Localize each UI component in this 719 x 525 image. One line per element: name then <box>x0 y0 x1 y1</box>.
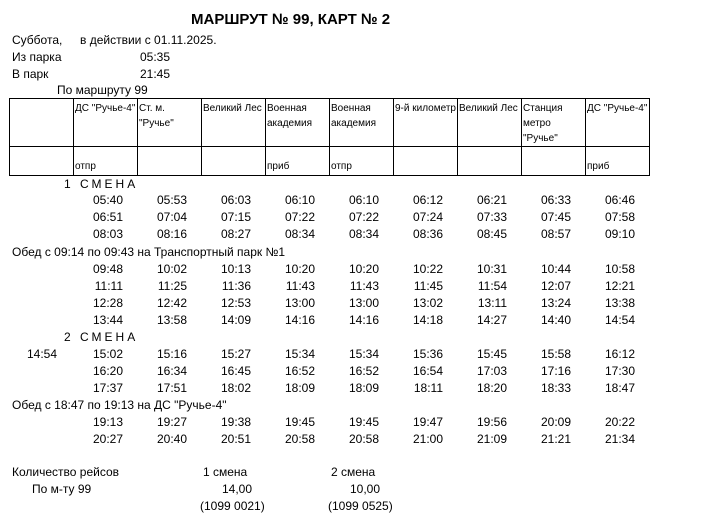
time-cell: 05:53 <box>156 193 187 207</box>
time-cell: 13:00 <box>348 296 379 310</box>
time-cell: 18:47 <box>604 381 635 395</box>
timetable-row <box>0 347 719 364</box>
stop-mark <box>138 147 202 176</box>
depart-time: 05:35 <box>140 50 171 64</box>
stop-mark <box>202 147 266 176</box>
time-cell: 11:36 <box>221 279 251 293</box>
time-cell: 11:43 <box>285 279 315 293</box>
time-cell: 11:11 <box>94 279 123 293</box>
return-label: В парк <box>12 67 49 81</box>
time-cell: 20:58 <box>348 432 379 446</box>
stop-name: Великий Лес <box>458 99 522 147</box>
time-cell: 19:27 <box>156 415 187 429</box>
time-cell: 18:11 <box>413 381 443 395</box>
time-cell: 16:20 <box>92 364 123 378</box>
time-cell: 16:52 <box>348 364 379 378</box>
timetable-row <box>0 364 719 381</box>
time-cell: 08:03 <box>92 227 123 241</box>
time-cell: 21:00 <box>412 432 443 446</box>
time-cell: 13:38 <box>604 296 635 310</box>
day-label: Суббота, <box>12 33 63 47</box>
time-cell: 09:10 <box>604 227 635 241</box>
time-cell: 16:34 <box>156 364 187 378</box>
header-empty-cell <box>10 99 74 147</box>
shift1-header: 1 смена <box>203 465 248 479</box>
stop-name: Станция метро "Ручье" <box>522 99 586 147</box>
time-cell: 20:40 <box>156 432 187 446</box>
time-cell: 12:07 <box>540 279 571 293</box>
stop-name: ДС "Ручье-4" <box>586 99 650 147</box>
time-cell: 08:16 <box>156 227 187 241</box>
time-cell: 12:21 <box>604 279 635 293</box>
shift2-block-b <box>0 415 719 449</box>
time-cell: 06:51 <box>92 210 123 224</box>
stop-name: Ст. м. "Ручье" <box>138 99 202 147</box>
time-cell: 11:25 <box>157 279 187 293</box>
timetable-row <box>0 193 719 210</box>
time-cell: 06:03 <box>220 193 251 207</box>
shift1-code: (1099 0021) <box>200 499 265 513</box>
time-cell: 18:20 <box>476 381 507 395</box>
time-cell: 07:24 <box>412 210 443 224</box>
stop-mark: приб <box>586 147 650 176</box>
time-cell: 16:45 <box>220 364 251 378</box>
timetable-row <box>0 415 719 432</box>
time-cell: 08:36 <box>412 227 443 241</box>
time-cell: 06:12 <box>412 193 443 207</box>
time-cell: 15:34 <box>348 347 379 361</box>
time-cell: 19:38 <box>220 415 251 429</box>
shift2-label: 2 СМЕНА <box>64 330 139 344</box>
time-cell: 08:45 <box>476 227 507 241</box>
time-cell: 11:43 <box>349 279 379 293</box>
lunch2-note: Обед с 18:47 по 19:13 на ДС "Ручье-4" <box>12 398 227 412</box>
time-cell: 21:34 <box>604 432 635 446</box>
time-cell: 19:45 <box>348 415 379 429</box>
time-cell: 07:04 <box>156 210 187 224</box>
time-cell: 12:42 <box>156 296 187 310</box>
time-cell: 13:02 <box>412 296 443 310</box>
time-cell: 15:16 <box>156 347 187 361</box>
route-label: По маршруту 99 <box>57 83 148 97</box>
shift2-trips: 10,00 <box>349 482 380 496</box>
time-cell: 18:33 <box>540 381 571 395</box>
time-cell: 07:15 <box>220 210 251 224</box>
stop-name: 9-й километр <box>394 99 458 147</box>
time-cell: 14:54 <box>604 313 635 327</box>
time-cell: 08:34 <box>348 227 379 241</box>
time-cell: 17:51 <box>156 381 187 395</box>
time-cell: 13:00 <box>284 296 315 310</box>
shift2-header: 2 смена <box>331 465 376 479</box>
time-cell: 10:13 <box>220 262 251 276</box>
timetable-row <box>0 432 719 449</box>
time-cell: 14:16 <box>284 313 315 327</box>
stop-mark <box>394 147 458 176</box>
time-cell: 17:03 <box>476 364 507 378</box>
time-cell: 11:54 <box>477 279 507 293</box>
shift2-code: (1099 0525) <box>328 499 393 513</box>
time-cell: 07:33 <box>476 210 507 224</box>
trips-label: Количество рейсов <box>12 465 120 479</box>
time-cell: 20:51 <box>220 432 251 446</box>
validity-label: в действии с 01.11.2025. <box>80 33 217 47</box>
time-cell: 15:36 <box>412 347 443 361</box>
timetable-row <box>0 262 719 279</box>
timetable-row <box>0 210 719 227</box>
time-cell: 15:34 <box>284 347 315 361</box>
time-cell: 15:27 <box>220 347 251 361</box>
time-cell: 21:09 <box>476 432 507 446</box>
time-cell: 21:21 <box>540 432 571 446</box>
return-time: 21:45 <box>140 67 171 81</box>
time-cell: 10:22 <box>412 262 443 276</box>
stop-mark <box>522 147 586 176</box>
time-cell: 08:34 <box>284 227 315 241</box>
timetable-row <box>0 313 719 330</box>
stop-name: Великий Лес <box>202 99 266 147</box>
time-cell: 18:09 <box>348 381 379 395</box>
time-cell: 14:18 <box>412 313 443 327</box>
time-cell: 19:13 <box>92 415 123 429</box>
stop-name: ДС "Ручье-4" <box>74 99 138 147</box>
time-cell: 15:02 <box>92 347 123 361</box>
stop-mark: отпр <box>74 147 138 176</box>
time-cell: 13:11 <box>477 296 507 310</box>
stop-mark: отпр <box>330 147 394 176</box>
shift1-trips: 14,00 <box>221 482 252 496</box>
time-cell: 19:47 <box>412 415 443 429</box>
time-cell: 20:58 <box>284 432 315 446</box>
shift1-label: 1 СМЕНА <box>64 177 139 191</box>
stops-header-table <box>9 98 650 176</box>
time-cell: 10:20 <box>284 262 315 276</box>
stop-mark <box>458 147 522 176</box>
time-cell: 12:53 <box>220 296 251 310</box>
time-cell: 14:09 <box>220 313 251 327</box>
time-cell: 07:45 <box>540 210 571 224</box>
time-cell: 16:12 <box>604 347 635 361</box>
time-cell: 09:48 <box>92 262 123 276</box>
time-cell: 07:22 <box>284 210 315 224</box>
time-cell: 12:28 <box>92 296 123 310</box>
time-cell: 14:16 <box>348 313 379 327</box>
shift2-block <box>0 347 719 398</box>
time-cell: 13:44 <box>92 313 123 327</box>
depart-label: Из парка <box>12 50 62 64</box>
time-cell: 10:02 <box>156 262 187 276</box>
shift2-start-time: 14:54 <box>27 347 58 361</box>
time-cell: 19:56 <box>476 415 507 429</box>
time-cell: 11:45 <box>413 279 443 293</box>
time-cell: 08:57 <box>540 227 571 241</box>
time-cell: 10:44 <box>540 262 571 276</box>
lunch1-note: Обед с 09:14 по 09:43 на Транспортный парк №1 <box>12 245 285 259</box>
time-cell: 06:33 <box>540 193 571 207</box>
time-cell: 19:45 <box>284 415 315 429</box>
stop-mark: приб <box>266 147 330 176</box>
time-cell: 17:16 <box>540 364 571 378</box>
timetable-row <box>0 227 719 244</box>
header-empty-cell <box>10 147 74 176</box>
time-cell: 08:27 <box>220 227 251 241</box>
time-cell: 20:09 <box>540 415 571 429</box>
time-cell: 06:21 <box>476 193 507 207</box>
time-cell: 15:45 <box>476 347 507 361</box>
time-cell: 05:40 <box>92 193 123 207</box>
time-cell: 13:58 <box>156 313 187 327</box>
timetable-row <box>0 381 719 398</box>
time-cell: 14:27 <box>476 313 507 327</box>
time-cell: 07:58 <box>604 210 635 224</box>
time-cell: 20:22 <box>604 415 635 429</box>
time-cell: 10:58 <box>604 262 635 276</box>
time-cell: 07:22 <box>348 210 379 224</box>
time-cell: 17:37 <box>92 381 123 395</box>
time-cell: 06:46 <box>604 193 635 207</box>
shift1-block-b <box>0 262 719 330</box>
time-cell: 10:31 <box>476 262 507 276</box>
time-cell: 16:54 <box>412 364 443 378</box>
shift1-block <box>0 193 719 244</box>
time-cell: 14:40 <box>540 313 571 327</box>
page-title: МАРШРУТ № 99, КАРТ № 2 <box>191 11 391 28</box>
stop-name: Военная академия <box>330 99 394 147</box>
time-cell: 06:10 <box>348 193 379 207</box>
time-cell: 16:52 <box>284 364 315 378</box>
timetable-row <box>0 279 719 296</box>
time-cell: 17:30 <box>604 364 635 378</box>
time-cell: 18:09 <box>284 381 315 395</box>
time-cell: 15:58 <box>540 347 571 361</box>
time-cell: 20:27 <box>92 432 123 446</box>
summary-route-label: По м-ту 99 <box>32 482 92 496</box>
stop-name: Военная академия <box>266 99 330 147</box>
time-cell: 06:10 <box>284 193 315 207</box>
time-cell: 10:20 <box>348 262 379 276</box>
time-cell: 18:02 <box>220 381 251 395</box>
timetable-row <box>0 296 719 313</box>
time-cell: 13:24 <box>540 296 571 310</box>
